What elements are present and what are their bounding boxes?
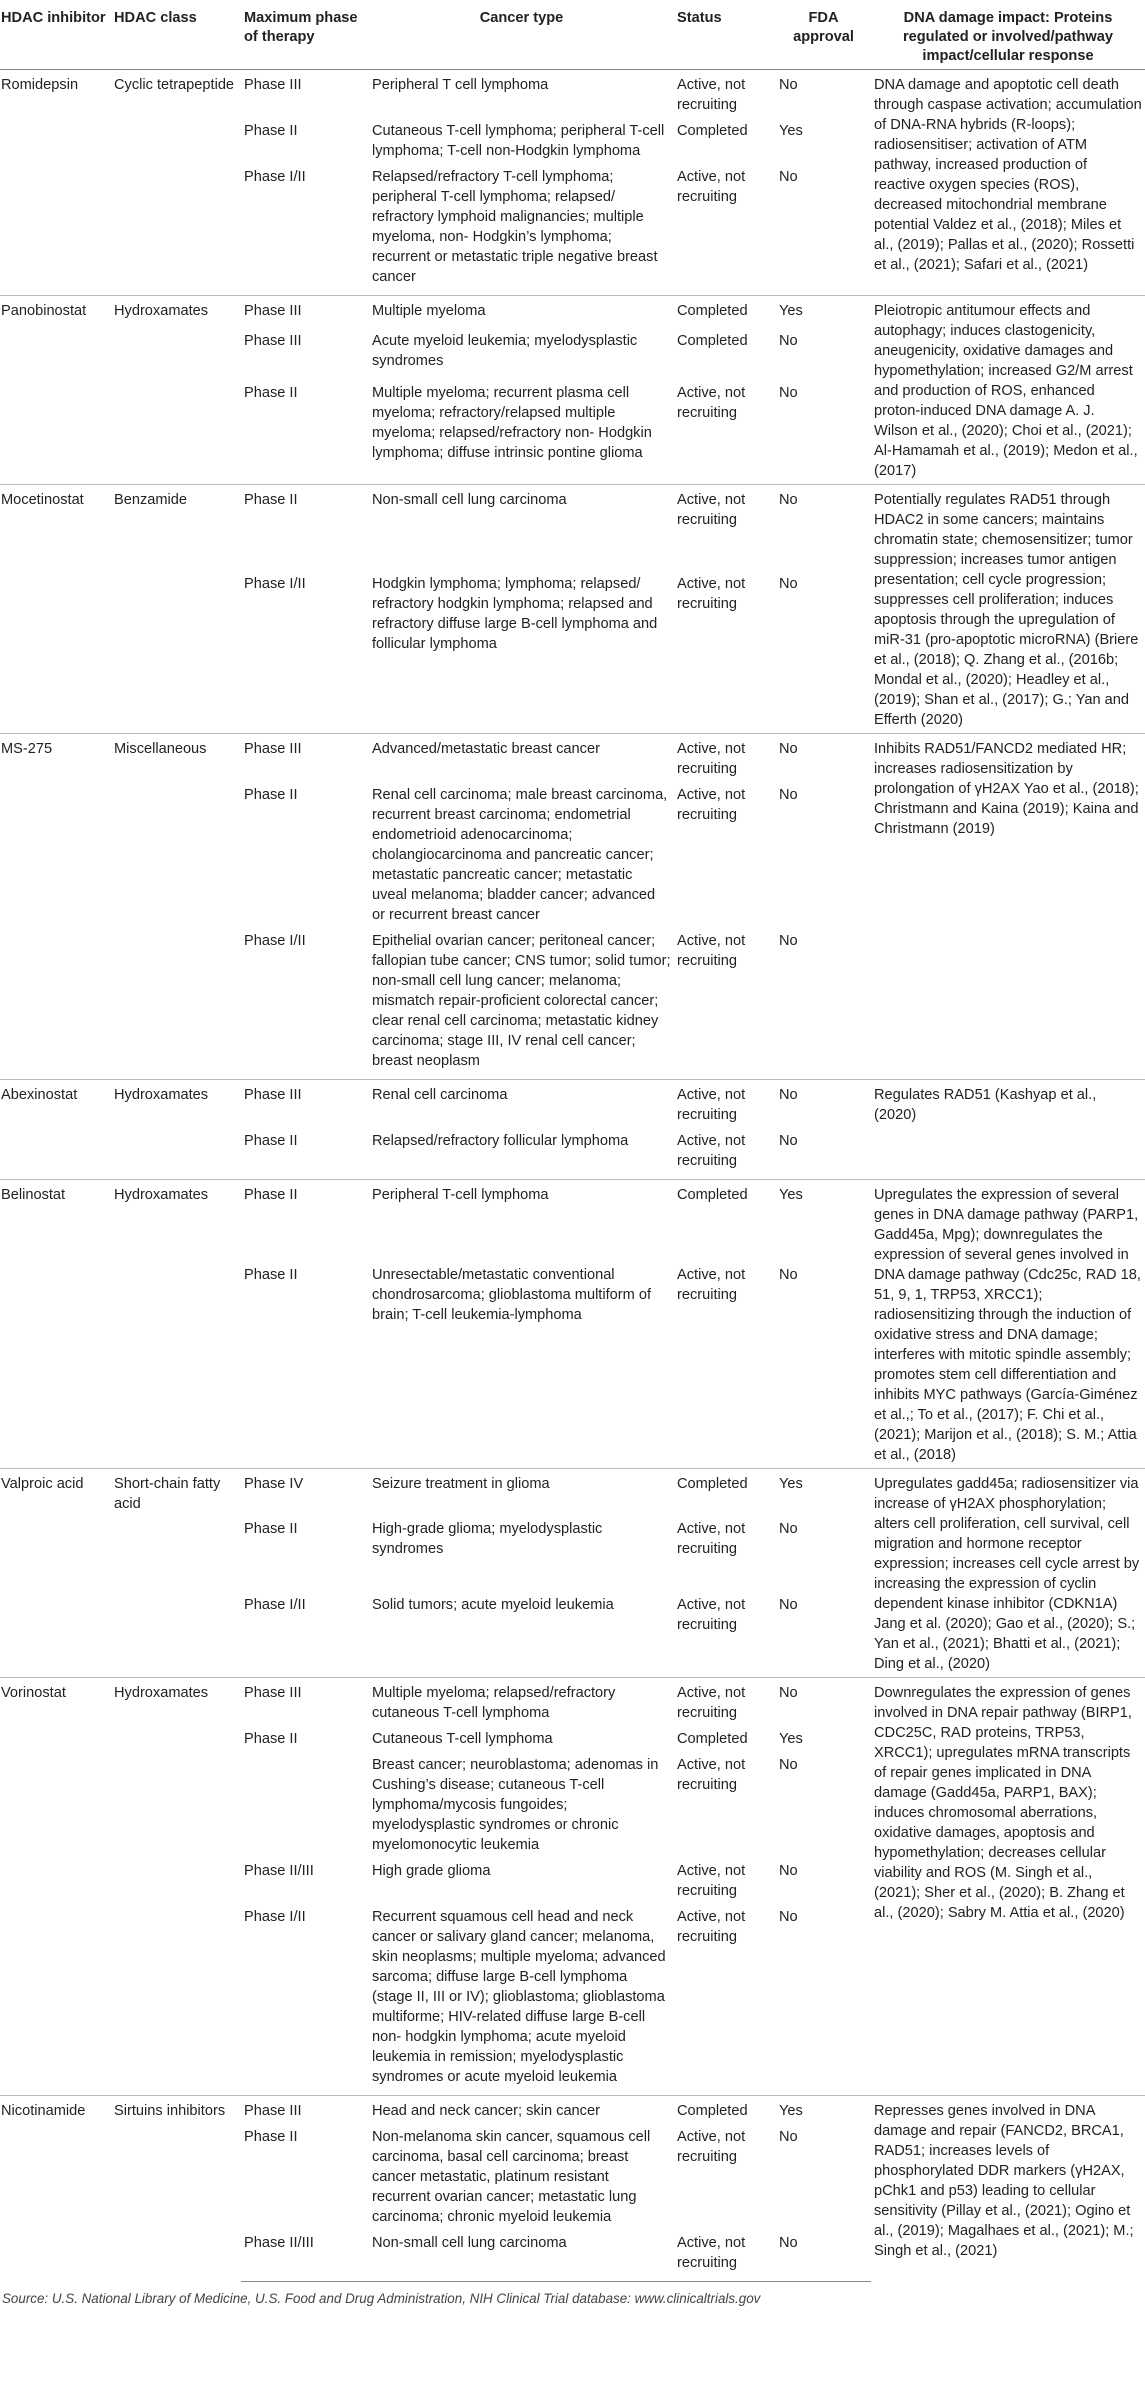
cell-fda-approval: No [779, 1909, 798, 1925]
cell-cancer-type: Hodgkin lymphoma; lymphoma; relapsed/ refractory hodgkin lymphoma; relapsed and refractory diffuse large B-cell lymphoma and follicular lymphoma [372, 575, 658, 652]
cell-hdac-inhibitor: Mocetinostat [0, 485, 111, 734]
cell-cancer-type: Non-small cell lung carcinoma [369, 2230, 674, 2282]
cell-hdac-class: Hydroxamates [111, 1678, 241, 2096]
cell-status: Active, not recruiting [677, 787, 746, 823]
cell-fda-approval: No [779, 1266, 798, 1283]
cell-fda-approval: No [776, 1678, 871, 1727]
cell-cancer-type: Peripheral T cell lymphoma [369, 70, 674, 119]
table-row [0, 1180, 1145, 1262]
cell-phase: Phase II [244, 787, 298, 803]
cell-cancer-type: Unresectable/metastatic conventional chondrosarcoma; glioblastoma multiform of brain; T-cell leukemia-lymphoma [372, 1266, 652, 1323]
cell-cancer-type: High-grade glioma; myelodysplastic syndromes [372, 1520, 603, 1557]
cell-dna-damage-impact: Regulates RAD51 (Kashyap et al., (2020) [871, 1080, 1145, 1180]
cell-phase: Phase III [241, 2096, 369, 2125]
cell-hdac-inhibitor: Romidepsin [0, 70, 111, 296]
cell-dna-damage-impact: Upregulates the expression of several genes in DNA damage pathway (PARP1, Gadd45a, Mpg); downregulates the expression of several genes involved in DNA damage pathway (Cdc25c, RAD 18, 51, 9, 1, TRP53, XRCC1); radiosensitizing through the induction of oxidative stress and DNA damage; interferes with mitotic spindle assembly; promotes stem cell differentiation and inhibits MYC pathways (García-Giménez et al.,; To et al., (2017); F. Chi et al., (2021); Marijon et al., (2018); S. M.; Attia et al., (2018) [871, 1180, 1145, 1469]
cell-status: Active, not recruiting [677, 1266, 746, 1303]
header-cancer-type: Cancer type [369, 0, 674, 70]
cell-cancer-type: Relapsed/refractory follicular lymphoma [372, 1133, 629, 1149]
cell-hdac-inhibitor: Nicotinamide [0, 2096, 111, 2282]
cell-phase: Phase III [241, 70, 369, 119]
cell-status: Active, not recruiting [677, 1909, 746, 1945]
cell-cancer-type: Head and neck cancer; skin cancer [369, 2096, 674, 2125]
cell-fda-approval: No [779, 1133, 798, 1149]
cell-cancer-type: Acute myeloid leukemia; myelodysplastic syndromes [372, 332, 638, 369]
cell-fda-approval: Yes [776, 1469, 871, 1516]
header-maximum-phase: Maximum phase of therapy [241, 0, 369, 70]
cell-cancer-type: Renal cell carcinoma; male breast carcinoma, recurrent breast carcinoma; endometrial endometrioid adenocarcinoma; cholangiocarcinoma and pancreatic cancer; metastatic pancreatic cancer; metastatic uveal melanoma; bladder cancer; advanced or recurrent breast cancer [372, 787, 668, 923]
cell-fda-approval: Yes [779, 1731, 803, 1747]
table-row [0, 1678, 1145, 1727]
cell-cancer-type: High grade glioma [372, 1863, 491, 1879]
cell-phase: Phase II [241, 485, 369, 571]
cell-fda-approval: No [779, 332, 798, 349]
header-status: Status [674, 0, 776, 70]
header-fda-approval: FDA approval [776, 0, 871, 70]
cell-cancer-type: Multiple myeloma [369, 296, 674, 328]
cell-phase: Phase II [244, 1520, 298, 1537]
cell-fda-approval: Yes [779, 123, 803, 139]
cell-hdac-class: Cyclic tetrapeptide [111, 70, 241, 296]
cell-fda-approval: No [779, 1863, 798, 1879]
cell-fda-approval: No [779, 169, 798, 185]
cell-hdac-class: Sirtuins inhibitors [111, 2096, 241, 2282]
cell-status: Active, not recruiting [677, 1757, 746, 1793]
cell-phase: Phase III [241, 734, 369, 783]
cell-hdac-class: Hydroxamates [111, 1080, 241, 1180]
cell-hdac-inhibitor: Vorinostat [0, 1678, 111, 2096]
cell-hdac-class: Short-chain fatty acid [111, 1469, 241, 1678]
table-row [0, 734, 1145, 783]
cell-fda-approval: No [779, 575, 798, 592]
cell-status: Completed [674, 2096, 776, 2125]
cell-dna-damage-impact: Pleiotropic antitumour effects and autophagy; induces clastogenicity, aneugenicity, oxidative damages and hypomethylation; increased G2/M arrest and production of ROS, enhanced proton-induced DNA damage A. J. Wilson et al., (2020); Choi et al., (2021); Al-Hamamah et al., (2019); Medon et al., (2017) [871, 296, 1145, 485]
cell-dna-damage-impact: Downregulates the expression of genes involved in DNA repair pathway (BIRP1, CDC25C, RAD proteins, TRP53, XRCC1); upregulates mRNA transcripts of repair genes implicated in DNA damage (Gadd45a, PARP1, BAX); induces chromosomal aberrations, oxidative damages, apoptosis and hypomethylation; decreases cellular viability and ROS (M. Singh et al., (2021); Sher et al., (2020); B. Zhang et al., (2020); Sabry M. Attia et al., (2020) [871, 1678, 1145, 2096]
cell-phase: Phase III [244, 332, 302, 349]
cell-fda-approval: No [779, 787, 798, 803]
cell-dna-damage-impact: Represses genes involved in DNA damage and repair (FANCD2, BRCA1, RAD51; increases levels of phosphorylated DDR markers (γH2AX, pChk1 and p53) leading to cellular sensitivity (Pillay et al., (2021); Ogino et al., (2019); Magalhaes et al., (2021); M.; Singh et al., (2021) [871, 2096, 1145, 2282]
table-header [0, 0, 1145, 70]
cell-phase [241, 1752, 369, 1858]
header-hdac-class: HDAC class [111, 0, 241, 70]
cell-fda-approval: No [779, 933, 798, 949]
cell-cancer-type: Solid tumors; acute myeloid leukemia [372, 1597, 614, 1614]
cell-fda-approval: No [776, 2230, 871, 2282]
cell-status: Active, not recruiting [677, 2129, 746, 2165]
cell-phase: Phase II [244, 385, 298, 402]
cell-hdac-inhibitor: Panobinostat [0, 296, 111, 485]
cell-hdac-class: Hydroxamates [111, 296, 241, 485]
cell-cancer-type: Recurrent squamous cell head and neck cancer or salivary gland cancer; melanoma, skin neoplasms; multiple myeloma; advanced sarcoma; diffuse large B-cell lymphoma (stage II, III or IV); glioblastoma; glioblastoma multiforme; HIV-related diffuse large B-cell non- hodgkin lymphoma; acute myeloid leukemia in remission; myelodysplastic syndromes or acute myeloid leukemia [372, 1909, 666, 2085]
cell-status: Active, not recruiting [677, 1133, 746, 1169]
cell-fda-approval: No [776, 70, 871, 119]
table-row [0, 1469, 1145, 1516]
cell-fda-approval: No [779, 1757, 798, 1773]
cell-status: Active, not recruiting [674, 1080, 776, 1129]
cell-status: Active, not recruiting [677, 1597, 746, 1634]
table-body [0, 70, 1145, 2282]
table-row [0, 70, 1145, 119]
cell-status: Active, not recruiting [677, 933, 746, 969]
cell-hdac-inhibitor: Valproic acid [0, 1469, 111, 1678]
cell-status: Active, not recruiting [677, 169, 746, 205]
cell-fda-approval: No [776, 1080, 871, 1129]
cell-cancer-type: Relapsed/refractory T-cell lymphoma; peripheral T-cell lymphoma; relapsed/ refractory lymphoid malignancies; multiple myeloma, non- Hodgkin’s lymphoma; recurrent or metastatic triple negative breast cancer [372, 169, 658, 285]
cell-phase: Phase I/II [244, 169, 306, 185]
cell-phase: Phase I/II [244, 1909, 306, 1925]
cell-status: Active, not recruiting [677, 575, 746, 612]
cell-dna-damage-impact: Upregulates gadd45a; radiosensitizer via increase of γH2AX phosphorylation; alters cell proliferation, cell survival, cell migration and hormone receptor expression; increases cell cycle arrest by increasing the expression of cyclin dependent kinase inhibitor (CDKN1A) Jang et al. (2020); Gao et al., (2020); S.; Yan et al., (2021); Bhatti et al., (2021); Ding et al., (2020) [871, 1469, 1145, 1678]
header-row [0, 0, 1145, 70]
cell-phase: Phase II/III [244, 1863, 314, 1879]
cell-status: Active, not recruiting [674, 1678, 776, 1727]
cell-cancer-type: Epithelial ovarian cancer; peritoneal cancer; fallopian tube cancer; CNS tumor; solid tumor; non-small cell lung cancer; melanoma; mismatch repair-proficient colorectal cancer; clear renal cell carcinoma; metastatic kidney carcinoma; stage III, IV renal cell cancer; breast neoplasm [372, 933, 671, 1069]
cell-cancer-type: Peripheral T-cell lymphoma [369, 1180, 674, 1262]
cell-status: Active, not recruiting [677, 1863, 746, 1899]
cell-cancer-type: Multiple myeloma; recurrent plasma cell myeloma; refractory/relapsed multiple myeloma; relapsed/refractory non- Hodgkin lymphoma; diffuse intrinsic pontine glioma [372, 385, 652, 462]
header-dna-damage-impact: DNA damage impact: Proteins regulated or involved/pathway impact/cellular response [871, 0, 1145, 70]
table-row [0, 1080, 1145, 1129]
cell-dna-damage-impact: Inhibits RAD51/FANCD2 mediated HR; increases radiosensitization by prolongation of γH2AX Yao et al., (2018); Christmann and Kaina (2019); Kaina and Christmann (2019) [871, 734, 1145, 1080]
cell-dna-damage-impact: Potentially regulates RAD51 through HDAC2 in some cancers; maintains chromatin state; chemosensitizer; tumor suppression; increases tumor antigen presentation; cell cycle progression; suppresses cell proliferation; induces apoptosis through the upregulation of miR-31 (pro-apoptotic microRNA) (Briere et al., (2018); Q. Zhang et al., (2016b; Mondal et al., (2020); Headley et al., (2019); Shan et al., (2017); G.; Yan and Efferth (2020) [871, 485, 1145, 734]
cell-phase: Phase III [241, 1080, 369, 1129]
cell-phase: Phase I/II [244, 933, 306, 949]
cell-phase: Phase III [241, 296, 369, 328]
cell-phase: Phase II [244, 1266, 298, 1283]
cell-fda-approval: No [779, 2129, 798, 2145]
header-hdac-inhibitor: HDAC inhibitor [0, 0, 111, 70]
cell-cancer-type: Breast cancer; neuroblastoma; adenomas in Cushing’s disease; cutaneous T-cell lymphoma/mycosis fungoides; myelodysplastic syndromes or chronic myelomonocytic leukemia [372, 1757, 659, 1853]
cell-fda-approval: No [779, 385, 798, 402]
cell-cancer-type: Cutaneous T-cell lymphoma [372, 1731, 553, 1747]
cell-hdac-class: Benzamide [111, 485, 241, 734]
cell-dna-damage-impact: DNA damage and apoptotic cell death through caspase activation; accumulation of DNA-RNA hybrids (R-loops); radiosensitiser; activation of ATM pathway, increased production of reactive oxygen species (ROS), decreased mitochondrial membrane potential Valdez et al., (2018); Miles et al., (2019); Pallas et al., (2020); Rossetti et al., (2021); Safari et al., (2021) [871, 70, 1145, 296]
cell-fda-approval: No [776, 734, 871, 783]
cell-status: Active, not recruiting [674, 70, 776, 119]
cell-hdac-inhibitor: Abexinostat [0, 1080, 111, 1180]
cell-status: Completed [674, 1180, 776, 1262]
cell-fda-approval: Yes [776, 2096, 871, 2125]
cell-hdac-inhibitor: Belinostat [0, 1180, 111, 1469]
cell-phase: Phase III [241, 1678, 369, 1727]
cell-status: Completed [674, 296, 776, 328]
cell-status: Completed [677, 1731, 748, 1747]
cell-hdac-class: Hydroxamates [111, 1180, 241, 1469]
cell-hdac-class: Miscellaneous [111, 734, 241, 1080]
cell-phase: Phase II [244, 1731, 298, 1747]
cell-cancer-type: Non-melanoma skin cancer, squamous cell carcinoma, basal cell carcinoma; breast cancer metastatic, platinum resistant recurrent ovarian cancer; metastatic lung carcinoma; chronic myeloid leukemia [372, 2129, 651, 2225]
table-source-note: Source: U.S. National Library of Medicine, U.S. Food and Drug Administration, NIH Clinical Trial database: www.clinicaltrials.gov [2, 2291, 761, 2306]
cell-cancer-type: Seizure treatment in glioma [369, 1469, 674, 1516]
cell-phase: Phase II [241, 1180, 369, 1262]
cell-status: Completed [677, 123, 748, 139]
cell-cancer-type: Cutaneous T-cell lymphoma; peripheral T-cell lymphoma; T-cell non-Hodgkin lymphoma [372, 123, 665, 159]
table-row [0, 485, 1145, 571]
cell-status: Active, not recruiting [677, 385, 746, 422]
cell-status: Active, not recruiting [674, 734, 776, 783]
cell-phase: Phase II/III [241, 2230, 369, 2282]
cell-phase: Phase II [244, 2129, 298, 2145]
cell-phase: Phase II [244, 123, 298, 139]
cell-fda-approval: No [776, 485, 871, 571]
cell-cancer-type: Renal cell carcinoma [369, 1080, 674, 1129]
cell-cancer-type: Non-small cell lung carcinoma [369, 485, 674, 571]
cell-cancer-type: Advanced/metastatic breast cancer [369, 734, 674, 783]
cell-fda-approval: Yes [776, 1180, 871, 1262]
table-row [0, 2096, 1145, 2125]
cell-phase: Phase IV [241, 1469, 369, 1516]
cell-cancer-type: Multiple myeloma; relapsed/refractory cutaneous T-cell lymphoma [369, 1678, 674, 1727]
cell-status: Active, not recruiting [674, 485, 776, 571]
cell-fda-approval: No [779, 1597, 798, 1614]
table-row [0, 296, 1145, 328]
cell-phase: Phase II [244, 1133, 298, 1149]
cell-status: Active, not recruiting [674, 2230, 776, 2282]
cell-fda-approval: No [779, 1520, 798, 1537]
cell-fda-approval: Yes [776, 296, 871, 328]
cell-status: Completed [677, 332, 748, 349]
cell-phase: Phase I/II [244, 1597, 306, 1614]
cell-hdac-inhibitor: MS-275 [0, 734, 111, 1080]
cell-status: Completed [674, 1469, 776, 1516]
cell-phase: Phase I/II [244, 575, 306, 592]
cell-status: Active, not recruiting [677, 1520, 746, 1557]
